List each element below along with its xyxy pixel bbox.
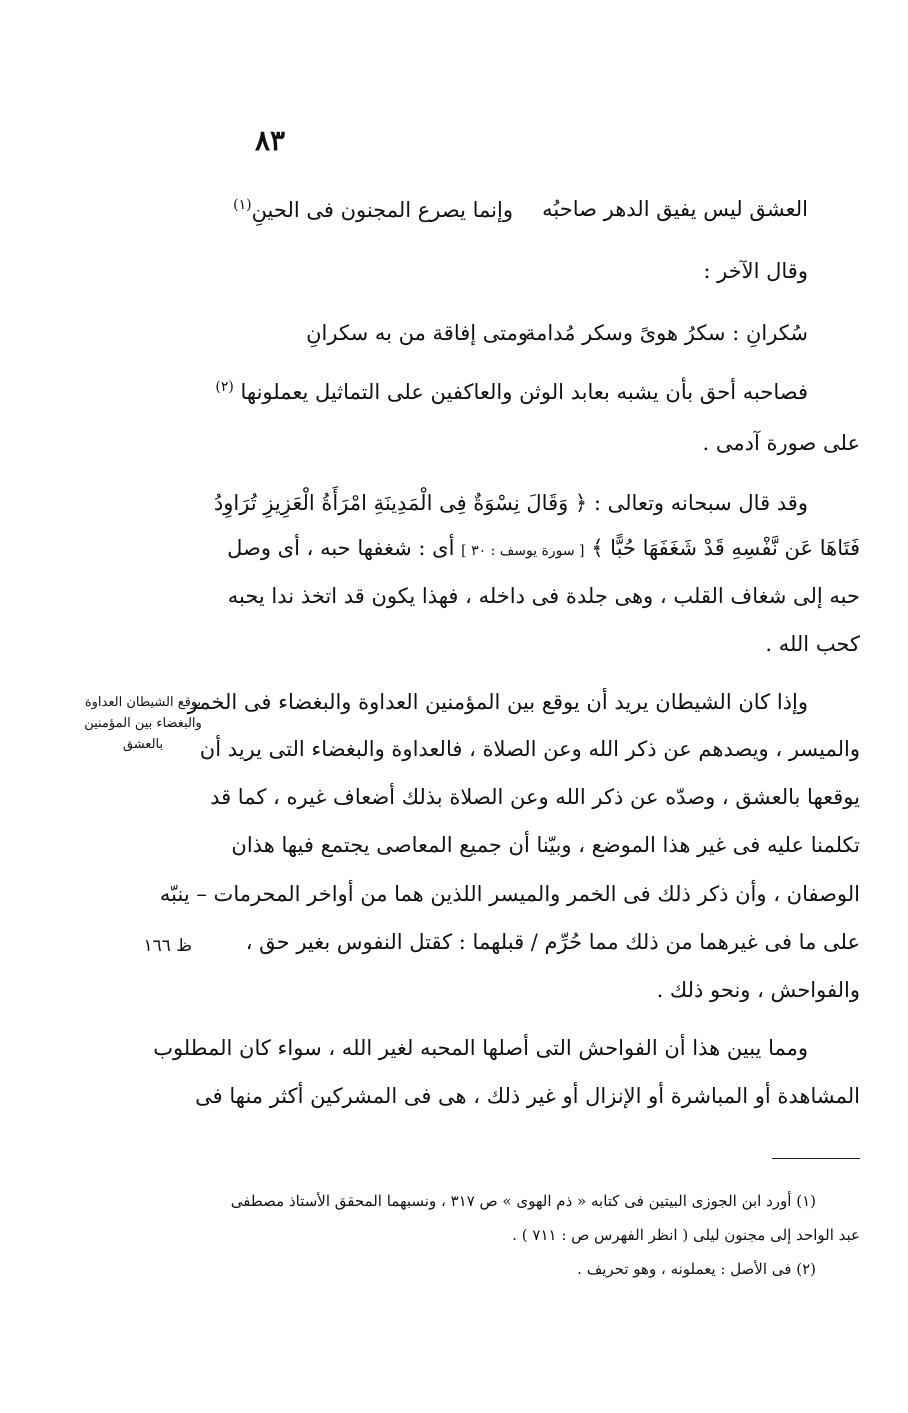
paragraph-3-line-4: تكلمنا عليه فى غير هذا الموضع ، وبيّنا أن جميع المعاصى يجتمع فيها هذان: [231, 833, 860, 857]
paragraph-3-line-5: الوصفان ، وأن ذكر ذلك فى الخمر والميسر اللذين هما من أواخر المحرمات – ينبّه: [159, 882, 860, 906]
paragraph-4-line-1: ومما يبين هذا أن الفواحش التى أصلها المحبه لغير الله ، سواء كان المطلوب: [153, 1036, 808, 1060]
margin-note: [58, 692, 228, 755]
paragraph-3-line-6: على ما فى غيرهما من ذلك مما حُرِّم / قبلهما : كقتل النفوس بغير حق ،: [245, 930, 860, 954]
margin-note-line: والبغضاء بين المؤمنين: [84, 716, 202, 731]
paragraph-4-line-2: المشاهدة أو المباشرة أو الإنزال أو غير ذلك ، هى فى المشركين أكثر منها فى: [195, 1084, 860, 1108]
paragraph-2-line-4: كحب الله .: [765, 632, 860, 656]
paragraph-3-line-7: والفواحش ، ونحو ذلك .: [656, 978, 860, 1002]
footnote-1-line-2: عبد الواحد إلى مجنون ليلى ( انظر الفهرس ص : ٧١١ ) .: [512, 1226, 860, 1244]
paragraph-3-line-2: والميسر ، ويصدهم عن ذكر الله وعن الصلاة ، فالعداوة والبغضاء التى يريد أن: [199, 737, 860, 761]
verse-1-second-hemistich: وإنما يصرع المجنون فى الحينِ$^{(١)}$: [233, 197, 513, 222]
footnote-ref-2: (٢): [215, 379, 234, 395]
manuscript-folio-marker: ظ ١٦٦: [143, 936, 192, 956]
margin-note-line: يوقع الشيطان العداوة: [84, 695, 202, 710]
paragraph-1-line-1: فصاحبه أحق بأن يشبه بعابد الوثن والعاكفين على التماثيل يعملونها $^{(٢)}$: [215, 379, 808, 404]
footnote-1-line-1: (١) أورد ابن الجوزى البيتين فى كتابه « ذم الهوى » ص ٣١٧ ، ونسبهما المحقق الأستاذ مصطفى: [230, 1192, 816, 1210]
footnote-ref-1: (١): [233, 197, 252, 213]
paragraph-3-line-1: وإذا كان الشيطان يريد أن يوقع بين المؤمنين العداوة والبغضاء فى الخمر: [187, 690, 808, 714]
quran-reference: [ سورة يوسف : ٣٠ ]: [461, 543, 585, 559]
paragraph-1-line-2: على صورة آدمى .: [702, 431, 860, 455]
paragraph-3-line-3: يوقعها بالعشق ، وصدّه عن ذكر الله وعن الصلاة بذلك أضعاف غيره ، كما قد: [210, 785, 860, 809]
margin-note-line: بالعشق: [122, 737, 164, 752]
verse-2-second-hemistich: ومتى إفاقة من به سكرانِ: [306, 321, 528, 345]
footnote-2: (٢) فى الأصل : يعملونه ، وهو تحريف .: [577, 1260, 816, 1278]
verse-2-first-hemistich: سُكرانِ : سكرُ هوىً وسكر مُدامة: [524, 321, 808, 345]
paragraph-2-line-1: وقد قال سبحانه وتعالى : ﴿ وَقَالَ نِسْوَةٌ فِى الْمَدِينَةِ امْرَأَةُ الْعَزِيزِ تُرَاوِدُ: [213, 491, 808, 515]
paragraph-2-line-3: حبه إلى شغاف القلب ، وهى جلدة فى داخله ، فهذا يكون قد اتخذ ندا يحبه: [227, 584, 860, 608]
paragraph-2-line-2: فَتَاهَا عَن نَّفْسِهِ قَدْ شَغَفَهَا حُبًّا ﴾ [ سورة يوسف : ٣٠ ] أى : شغفها حبه ، أى وصل: [227, 536, 860, 560]
verse-1-first-hemistich: العشق ليس يفيق الدهر صاحبُه: [542, 197, 808, 221]
quran-quote: فَتَاهَا عَن نَّفْسِهِ قَدْ شَغَفَهَا حُبًّا ﴾: [591, 536, 860, 560]
footnote-separator: [772, 1158, 860, 1159]
page-number: ٨٣: [254, 124, 286, 157]
verse-intro: وقال الآخر :: [703, 259, 808, 283]
